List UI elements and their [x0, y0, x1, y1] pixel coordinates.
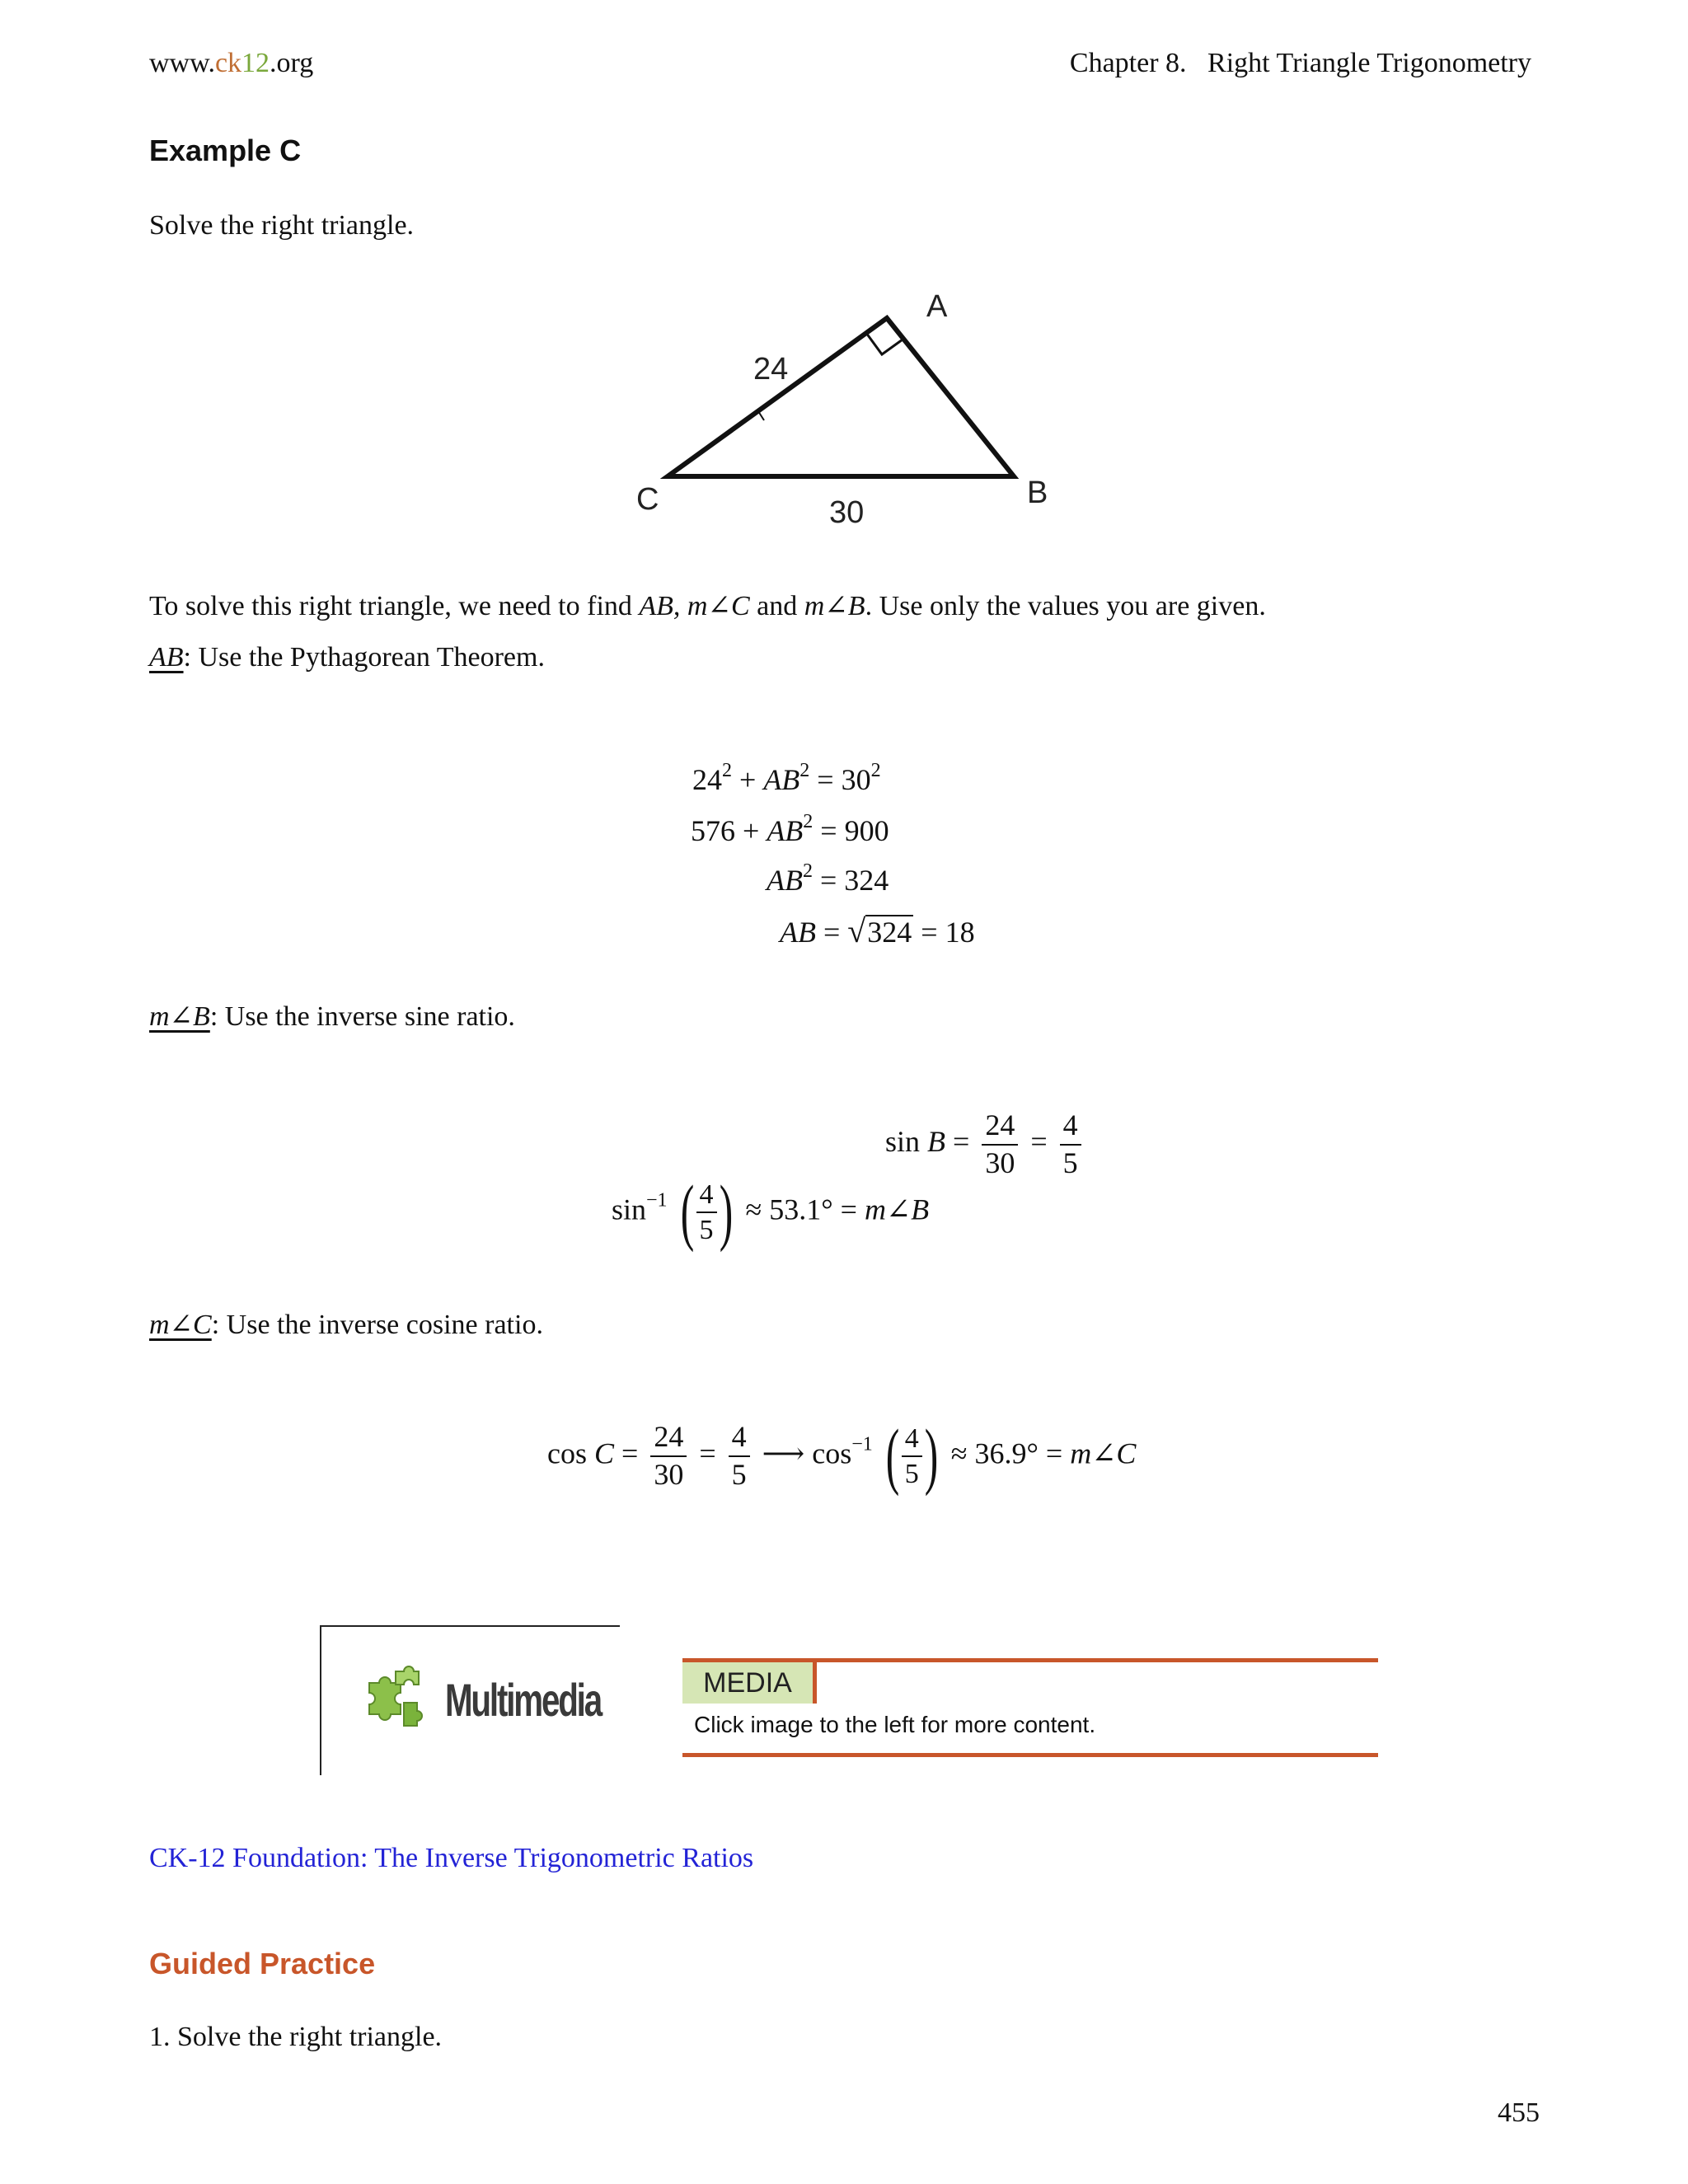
media-note: Click image to the left for more content.: [694, 1712, 1096, 1737]
pythag-line-4: AB = √324 = 18: [780, 912, 975, 949]
guided-question-1: 1. Solve the right triangle.: [149, 2022, 443, 2052]
ab-instruction: AB: Use the Pythagorean Theorem.: [149, 642, 545, 673]
intro-paragraph: To solve this right triangle, we need to find AB, m∠C and m∠B. Use only the values you are given.: [149, 591, 1266, 621]
media-callout: [682, 1658, 1378, 1757]
chapter-title: Chapter 8. Right Triangle Trigonometry: [1069, 48, 1531, 78]
side-cb-label: 30: [829, 495, 865, 530]
guided-practice-heading: Guided Practice: [149, 1947, 376, 1980]
triangle-shape: [668, 318, 1014, 476]
vertex-b-label: B: [1027, 476, 1048, 510]
side-ac-label: 24: [753, 352, 789, 387]
mb-instruction: m∠B: Use the inverse sine ratio.: [149, 1001, 515, 1032]
ck12-video-link[interactable]: CK-12 Foundation: The Inverse Trigonometric Ratios: [149, 1843, 754, 1873]
pythag-line-1: $24^2 + AB^2 = 30^2$: [692, 760, 881, 796]
multimedia-thumbnail[interactable]: [320, 1625, 620, 1775]
sine-ratio-equation: sin B = $\frac{24}{30}$ = $\frac{4}{5}$: [885, 1109, 1086, 1179]
right-angle-marker: [866, 318, 903, 354]
pythag-line-2: $576 + AB^2 = 900$: [691, 811, 889, 847]
media-tag: MEDIA: [682, 1662, 817, 1704]
vertex-a-label: A: [926, 289, 948, 324]
example-prompt: Solve the right triangle.: [149, 210, 415, 241]
inverse-cosine-equation: cos C = $\frac{24}{30}$ = $\frac{4}{5}$ ⟶ $\cos^{-1}$ ( $\frac{4}{5}$ ) ≈ 36.9° = m∠C: [547, 1415, 1137, 1497]
triangle-figure: [610, 288, 1071, 536]
multimedia-label: Multimedia: [445, 1674, 601, 1726]
mc-instruction: m∠C: Use the inverse cosine ratio.: [149, 1310, 543, 1340]
site-url: www.ck12.org: [149, 48, 314, 78]
vertex-c-label: C: [636, 482, 659, 517]
puzzle-piece-icon: [361, 1665, 424, 1727]
inverse-sine-equation: $\sin^{-1}$ ( $\frac{4}{5}$ ) ≈ 53.1° = m∠B: [612, 1171, 930, 1253]
page-number: 455: [1498, 2097, 1540, 2128]
example-title: Example C: [149, 134, 302, 167]
pythag-line-3: $AB^2 = 324$: [767, 860, 889, 897]
